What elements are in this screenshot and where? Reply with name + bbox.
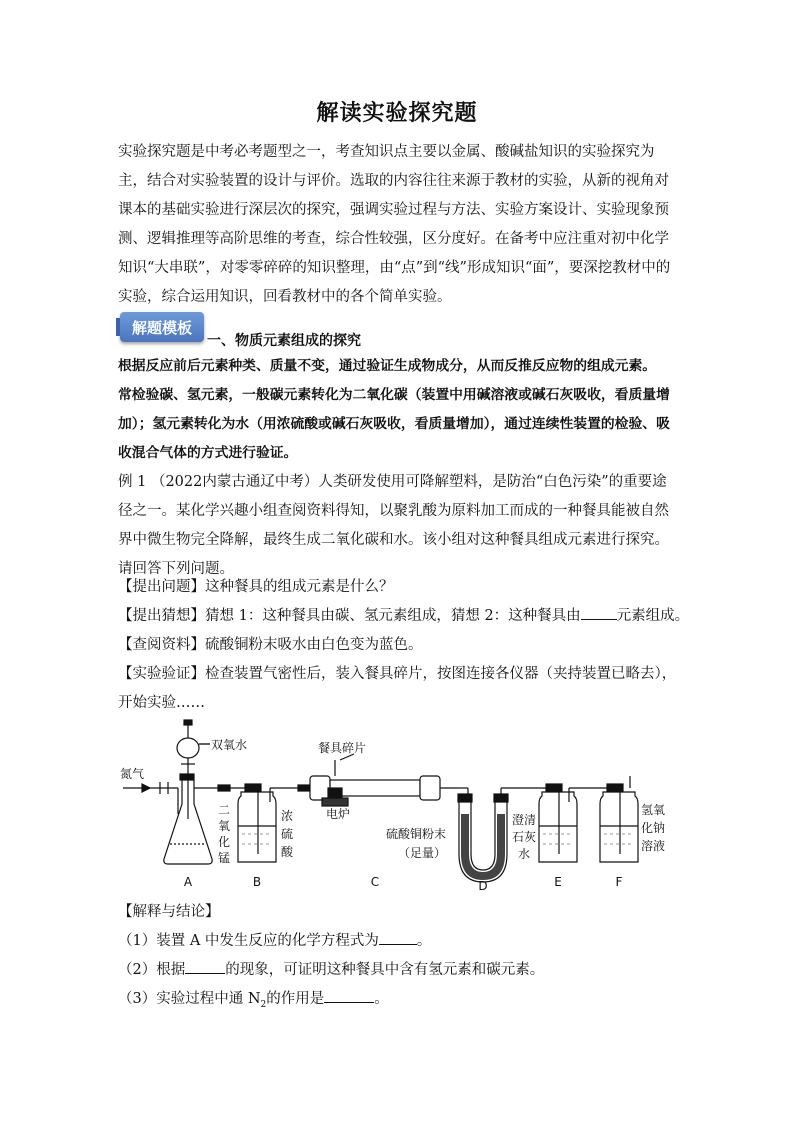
q1-tail: 。	[416, 933, 432, 949]
label-fragments: 餐具碎片	[318, 741, 367, 755]
conclusion-q1	[118, 927, 431, 956]
answer-blank[interactable]	[324, 988, 374, 1003]
q2-tail: 的现象，可证明这种餐具中含有氢元素和碳元素。	[225, 962, 545, 978]
label-e: E	[554, 875, 562, 889]
label-cuso4-note: （足量）	[398, 846, 447, 860]
hypothesis-text: 【提出猜想】猜想 1：这种餐具由碳、氢元素组成，猜想 2：这种餐具由	[118, 608, 581, 624]
label-h2o2: 双氧水	[211, 738, 248, 752]
funnel-bulb	[177, 738, 199, 758]
label-limewater-3: 水	[518, 847, 531, 861]
template-badge: 解题模板	[120, 312, 204, 342]
label-f: F	[615, 875, 623, 889]
label-naoh-2: 化钠	[641, 821, 666, 835]
answer-blank[interactable]	[379, 930, 417, 945]
q3-text: （3）实验过程中通 N	[118, 991, 261, 1007]
q1-text: （1）装置 A 中发生反应的化学方程式为	[118, 933, 379, 949]
label-furnace: 电炉	[326, 807, 351, 821]
apparatus-diagram	[118, 714, 678, 894]
label-h2so4-2: 硫	[281, 827, 294, 841]
hypothesis-tail: 元素组成。	[616, 608, 690, 624]
example-paragraph: 例 1 （2022内蒙古通辽中考）人类研发使用可降解塑料，是防治“白色污染”的重要途径之一。某化学兴趣小组查阅资料得知，以聚乳酸为原料加工而成的一种餐具能被自然界中微生物完全降解，最终生成二氧化碳和水。该小组对这种餐具组成元素进行探究。请回答下列问题。	[118, 474, 669, 577]
question-hypothesis	[118, 602, 689, 631]
label-mno2-1: 二	[218, 803, 231, 817]
q3-tail: 。	[374, 991, 389, 1007]
q3-mid: 的作用是	[266, 991, 325, 1007]
section-title: 一、物质元素组成的探究	[207, 333, 361, 349]
label-h2so4-3: 酸	[281, 845, 294, 859]
label-limewater-1: 澄清	[512, 813, 537, 827]
intro-paragraph: 实验探究题是中考必考题型之一，考查知识点主要以金属、酸碱盐知识的实验探究为主，结合对实验装置的设计与评价。选取的内容往往来源于教材的实验，从新的视角对课本的基础实验进行深层次的探究，强调实验过程与方法、实验方案设计、实验现象预测、逻辑推理等高阶思维的考查，综合性较强，区分度好。在备考中应注重对初中化学知识“大串联”，对零零碎碎的知识整理，由“点”到“线”形成知识“面”，要深挖教材中的实验，综合运用知识，回看教材中的各个简单实验。	[118, 144, 671, 305]
label-mno2-2: 氧	[218, 819, 231, 833]
q2-text: （2）根据	[118, 962, 186, 978]
question-reference: 【查阅资料】硫酸铜粉末吸水由白色变为蓝色。	[118, 637, 423, 653]
conclusion-q3	[118, 985, 389, 1020]
page-title: 解读实验探究题	[316, 101, 478, 126]
label-d: D	[478, 879, 488, 893]
label-h2so4-1: 浓	[281, 809, 294, 823]
label-b: B	[252, 875, 262, 889]
label-naoh-1: 氢氧	[641, 803, 666, 817]
question-verification: 【实验验证】检查装置气密性后，装入餐具碎片，按图连接各仪器（夹持装置已略去），开始实验……	[118, 666, 677, 711]
answer-blank[interactable]	[581, 605, 617, 620]
label-cuso4: 硫酸铜粉末	[386, 827, 447, 841]
label-limewater-2: 石灰	[512, 830, 537, 844]
conclusion-q2	[118, 956, 544, 985]
rule-paragraph-2: 常检验碳、氢元素，一般碳元素转化为二氧化碳（装置中用碱溶液或碱石灰吸收，看质量增加）；氢元素转化为水（用浓硫酸或碱石灰吸收，看质量增加），通过连续性装置的检验、吸收混合气体的方式进行验证。	[118, 387, 670, 461]
label-a: A	[183, 875, 193, 889]
label-n2: 氮气	[120, 767, 145, 781]
question-problem: 【提出问题】这种餐具的组成元素是什么？	[118, 579, 394, 595]
label-mno2-3: 化	[218, 835, 231, 849]
label-c: C	[370, 875, 380, 889]
rule-paragraph-1: 根据反应前后元素种类、质量不变，通过验证生成物成分，从而反推反应物的组成元素。	[118, 358, 657, 374]
conclusion-heading: 【解释与结论】	[118, 904, 220, 920]
subscript-2: 2	[260, 999, 267, 1010]
label-naoh-3: 溶液	[641, 839, 666, 853]
answer-blank[interactable]	[185, 959, 225, 974]
label-mno2-4: 锰	[218, 851, 231, 865]
